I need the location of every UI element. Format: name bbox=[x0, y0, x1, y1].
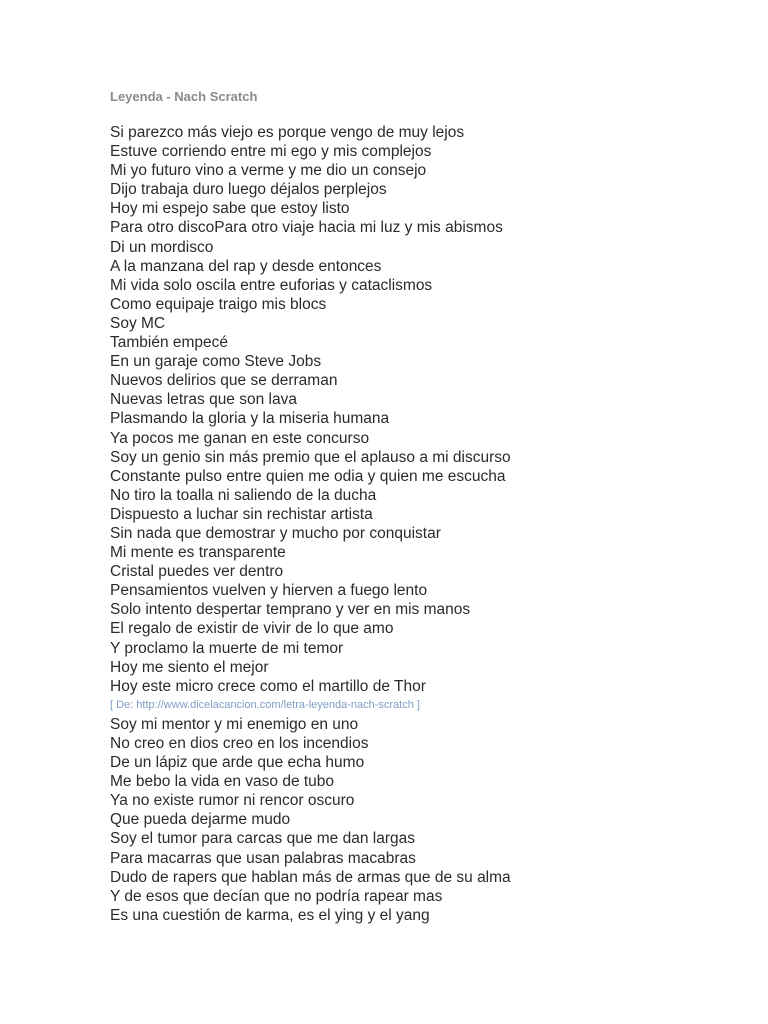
lyric-line: Cristal puedes ver dentro bbox=[110, 563, 284, 581]
lyric-line: Soy un genio sin más premio que el aplauso a mi discurso bbox=[110, 448, 511, 466]
lyric-line: De un lápiz que arde que echa humo bbox=[110, 754, 365, 772]
lyric-line: Mi yo futuro vino a verme y me dio un consejo bbox=[110, 162, 427, 180]
lyric-line: Para otro discoPara otro viaje hacia mi luz y mis abismos bbox=[110, 219, 503, 237]
lyric-line: Constante pulso entre quien me odia y quien me escucha bbox=[110, 467, 506, 485]
lyric-line: Pensamientos vuelven y hierven a fuego lento bbox=[110, 582, 428, 600]
lyric-line: Que pueda dejarme mudo bbox=[110, 811, 291, 829]
lyric-line: No creo en dios creo en los incendios bbox=[110, 735, 369, 752]
lyric-line: Y de esos que decían que no podría rapear mas bbox=[110, 887, 443, 905]
lyric-line: Hoy me siento el mejor bbox=[110, 658, 269, 676]
lyric-line: Dispuesto a luchar sin rechistar artista bbox=[110, 505, 373, 523]
lyric-line: Mi vida solo oscila entre euforias y cataclismos bbox=[110, 276, 433, 294]
lyric-line: Ya pocos me ganan en este concurso bbox=[110, 429, 370, 447]
lyric-line: Hoy mi espejo sabe que estoy listo bbox=[110, 200, 350, 218]
lyric-line: Nuevos delirios que se derraman bbox=[110, 372, 338, 390]
lyric-line: Si parezco más viejo es porque vengo de muy lejos bbox=[110, 124, 465, 141]
lyric-line: Mi mente es transparente bbox=[110, 544, 286, 562]
lyric-line: Sin nada que demostrar y mucho por conquistar bbox=[110, 524, 441, 542]
lyric-line: Dijo trabaja duro luego déjalos perplejos bbox=[110, 181, 387, 199]
lyric-line: Soy MC bbox=[110, 314, 166, 332]
lyric-line: Plasmando la gloria y la miseria humana bbox=[110, 410, 390, 428]
lyric-line: El regalo de existir de vivir de lo que amo bbox=[110, 620, 394, 638]
lyric-line: Dudo de rapers que hablan más de armas que de su alma bbox=[110, 868, 511, 886]
lyric-line: Es una cuestión de karma, es el ying y el yang bbox=[110, 906, 430, 924]
lyric-line: Solo intento despertar temprano y ver en mis manos bbox=[110, 601, 471, 619]
lyric-line: Soy el tumor para carcas que me dan largas bbox=[110, 830, 415, 848]
lyric-line: Di un mordisco bbox=[110, 238, 214, 256]
lyric-line: Hoy este micro crece como el martillo de Thor bbox=[110, 677, 426, 695]
lyric-line: No tiro la toalla ni saliendo de la ducha bbox=[110, 486, 377, 504]
lyric-line: Para macarras que usan palabras macabras bbox=[110, 849, 416, 867]
lyric-line: Estuve corriendo entre mi ego y mis complejos bbox=[110, 143, 432, 161]
lyrics-body bbox=[110, 123, 750, 925]
lyric-line: También empecé bbox=[110, 334, 229, 352]
lyric-line: Y proclamo la muerte de mi temor bbox=[110, 639, 344, 657]
lyric-line: A la manzana del rap y desde entonces bbox=[110, 257, 382, 275]
document-title: Leyenda - Nach Scratch bbox=[110, 89, 258, 104]
lyric-line: Ya no existe rumor ni rencor oscuro bbox=[110, 792, 355, 810]
lyric-line: Nuevas letras que son lava bbox=[110, 391, 297, 409]
lyric-line: Como equipaje traigo mis blocs bbox=[110, 295, 327, 313]
lyric-line: Soy mi mentor y mi enemigo en uno bbox=[110, 715, 359, 733]
lyric-line: En un garaje como Steve Jobs bbox=[110, 353, 322, 371]
source-link[interactable]: [ De: http://www.dicelacancion.com/letra-leyenda-nach-scratch ] bbox=[110, 698, 420, 711]
lyric-line: Me bebo la vida en vaso de tubo bbox=[110, 773, 335, 791]
